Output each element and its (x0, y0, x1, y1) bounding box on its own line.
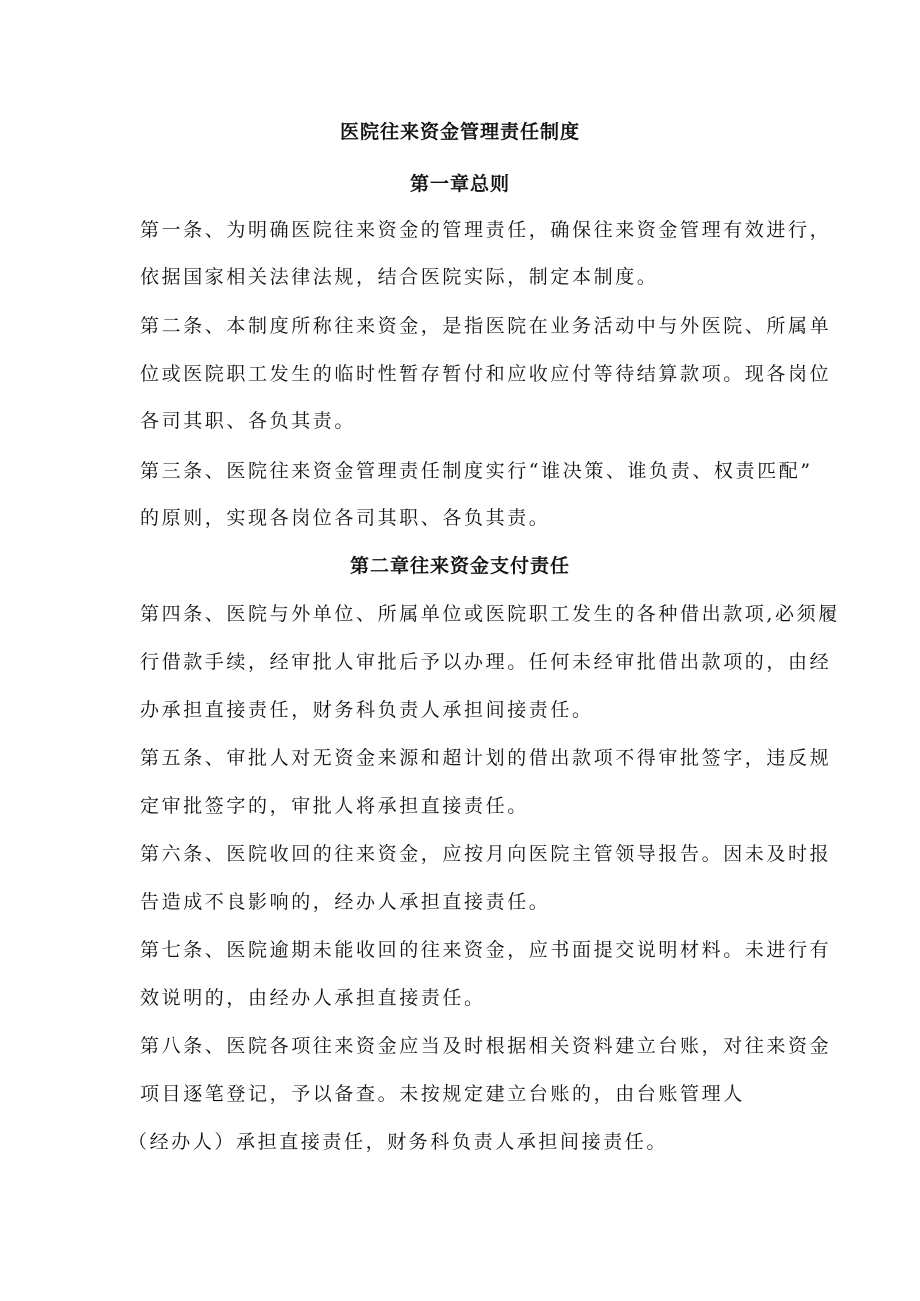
article-2-line-1: 第二条、本制度所称往来资金，是指医院在业务活动中与外医院、所属单 (140, 315, 832, 337)
article-1-line-1: 第一条、为明确医院往来资金的管理责任，确保往来资金管理有效进行， (140, 219, 832, 241)
article-5-line-2: 定审批签字的，审批人将承担直接责任。 (140, 795, 529, 817)
article-3-line-2: 的原则，实现各岗位各司其职、各负其责。 (140, 507, 551, 529)
article-8-line-2: 项目逐笔登记，予以备查。未按规定建立台账的，由台账管理人 (140, 1083, 745, 1105)
article-3-line-1: 第三条、医院往来资金管理责任制度实行“谁决策、谁负责、权责匹配” (140, 460, 813, 482)
article-1-line-2: 依据国家相关法律法规，结合医院实际，制定本制度。 (140, 266, 659, 288)
article-7-line-1: 第七条、医院逾期未能收回的往来资金，应书面提交说明材料。未进行有 (140, 939, 832, 961)
article-4-line-1: 第四条、医院与外单位、所属单位或医院职工发生的各种借出款项,必须履 (140, 603, 840, 625)
document-title: 医院往来资金管理责任制度 (339, 121, 580, 143)
article-8-line-1: 第八条、医院各项往来资金应当及时根据相关资料建立台账，对往来资金 (140, 1035, 832, 1057)
article-4-line-2: 行借款手续，经审批人审批后予以办理。任何未经审批借出款项的，由经 (140, 651, 832, 673)
article-2-line-2: 位或医院职工发生的临时性暂存暂付和应收应付等待结算款项。现各岗位 (140, 363, 832, 385)
article-8-line-3: （经办人）承担直接责任，财务科负责人承担间接责任。 (128, 1131, 669, 1153)
article-5-line-1: 第五条、审批人对无资金来源和超计划的借出款项不得审批签字，违反规 (140, 747, 832, 769)
chapter-2-heading: 第二章往来资金支付责任 (349, 555, 570, 577)
chapter-1-heading: 第一章总则 (409, 173, 510, 195)
article-6-line-2: 告造成不良影响的，经办人承担直接责任。 (140, 891, 551, 913)
article-2-line-3: 各司其职、各负其责。 (140, 410, 357, 432)
article-6-line-1: 第六条、医院收回的往来资金，应按月向医院主管领导报告。因未及时报 (140, 843, 832, 865)
article-4-line-3: 办承担直接责任，财务科负责人承担间接责任。 (140, 699, 594, 721)
article-7-line-2: 效说明的，由经办人承担直接责任。 (140, 987, 486, 1009)
